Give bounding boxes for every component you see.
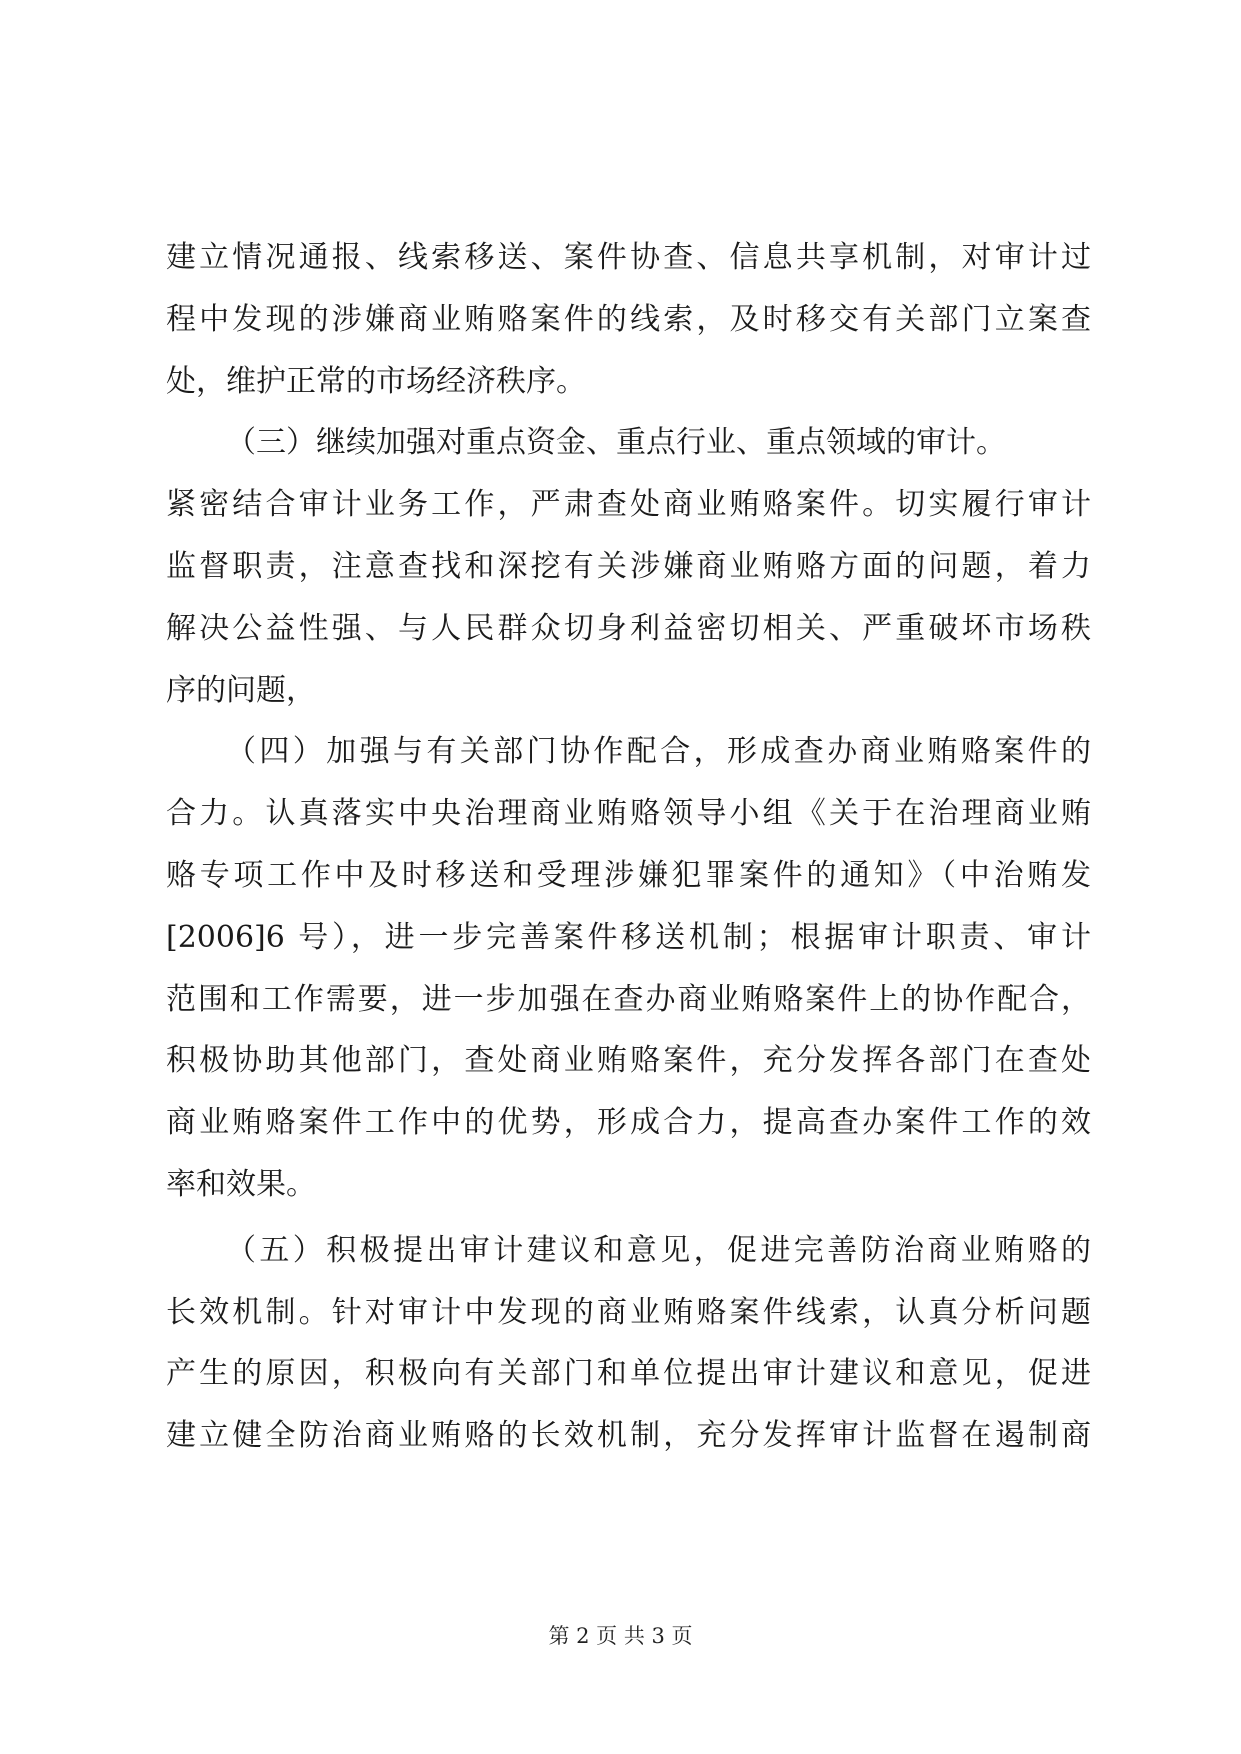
paragraph-heading-4: （四）加强与有关部门协作配合，形成查办商业贿赂案件的 <box>226 734 1091 770</box>
text-line: 率和效果。 <box>166 1166 316 1202</box>
paragraph-heading-5: （五）积极提出审计建议和意见，促进完善防治商业贿赂的 <box>226 1232 1091 1268</box>
text-line: 建立健全防治商业贿赂的长效机制，充分发挥审计监督在遏制商 <box>166 1418 1091 1454</box>
text-line: 监督职责，注意查找和深挖有关涉嫌商业贿赂方面的问题，着力 <box>166 548 1091 584</box>
text-line: 赂专项工作中及时移送和受理涉嫌犯罪案件的通知》（中治贿发 <box>166 857 1091 893</box>
text-line: 范围和工作需要，进一步加强在查办商业贿赂案件上的协作配合， <box>166 981 1091 1017</box>
text-line: 产生的原因，积极向有关部门和单位提出审计建议和意见，促进 <box>166 1356 1091 1392</box>
text-line: 合力。认真落实中央治理商业贿赂领导小组《关于在治理商业贿 <box>166 796 1091 832</box>
text-line: 积极协助其他部门，查处商业贿赂案件，充分发挥各部门在查处 <box>166 1043 1091 1079</box>
document-body <box>166 227 1091 1467</box>
page-number-footer: 第 2 页 共 3 页 <box>548 1624 693 1648</box>
text-line: 处，维护正常的市场经济秩序。 <box>166 363 586 399</box>
text-line: 序的问题， <box>166 672 316 708</box>
text-line: 建立情况通报、线索移送、案件协查、信息共享机制，对审计过 <box>166 240 1091 275</box>
text-line: 紧密结合审计业务工作，严肃查处商业贿赂案件。切实履行审计 <box>166 487 1091 523</box>
text-line: [2006]6 号），进一步完善案件移送机制；根据审计职责、审计 <box>166 919 1091 955</box>
text-line: 程中发现的涉嫌商业贿赂案件的线索，及时移交有关部门立案查 <box>166 301 1091 337</box>
text-line: 商业贿赂案件工作中的优势，形成合力，提高查办案件工作的效 <box>166 1105 1091 1141</box>
paragraph-heading-3: （三）继续加强对重点资金、重点行业、重点领域的审计。 <box>226 425 1006 461</box>
text-line: 长效机制。针对审计中发现的商业贿赂案件线索，认真分析问题 <box>166 1294 1091 1330</box>
text-line: 解决公益性强、与人民群众切身利益密切相关、严重破坏市场秩 <box>166 610 1091 646</box>
